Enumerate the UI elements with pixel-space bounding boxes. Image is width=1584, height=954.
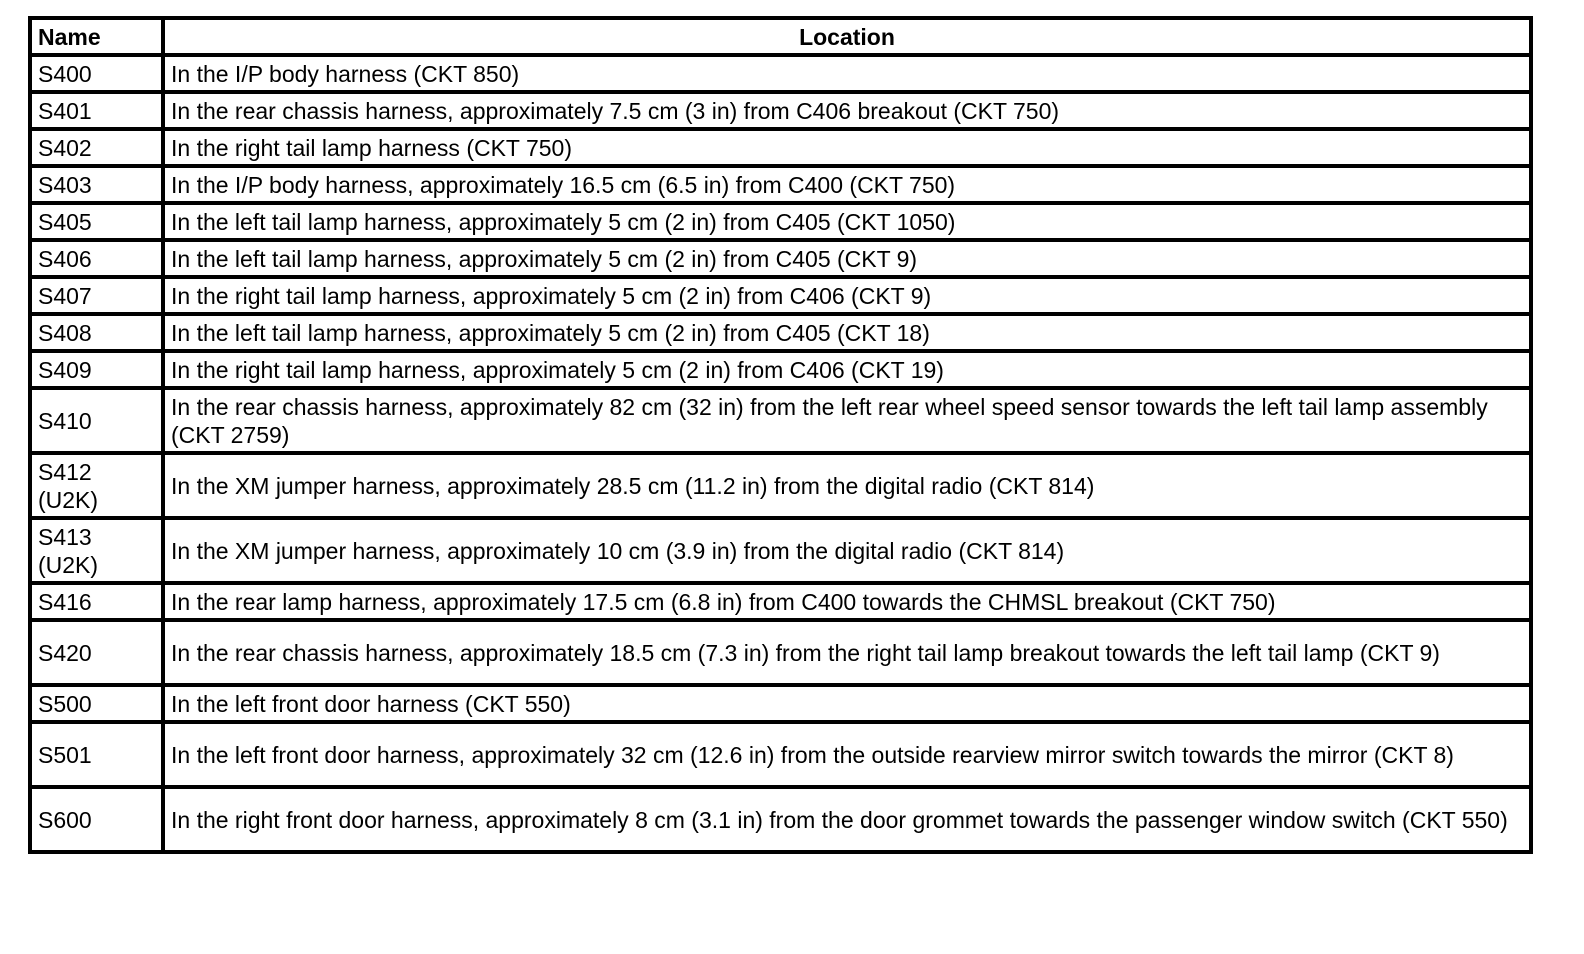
table-row [30,55,1531,92]
header-row [30,18,1531,55]
splice-name-cell: S501 [30,722,163,787]
splice-location-cell: In the XM jumper harness, approximately 28.5 cm (11.2 in) from the digital radio (CKT 814) [163,453,1531,518]
table-row [30,518,1531,583]
splice-location-cell: In the rear lamp harness, approximately 17.5 cm (6.8 in) from C400 towards the CHMSL breakout (CKT 750) [163,583,1531,620]
splice-location-cell: In the right tail lamp harness (CKT 750) [163,129,1531,166]
table-row [30,388,1531,453]
splice-location-cell: In the rear chassis harness, approximately 7.5 cm (3 in) from C406 breakout (CKT 750) [163,92,1531,129]
splice-location-cell: In the right tail lamp harness, approximately 5 cm (2 in) from C406 (CKT 9) [163,277,1531,314]
table-row [30,166,1531,203]
table-row [30,787,1531,852]
table-row [30,92,1531,129]
table-row [30,277,1531,314]
splice-location-cell: In the rear chassis harness, approximately 82 cm (32 in) from the left rear wheel speed sensor towards the left tail lamp assembly (CKT 2759) [163,388,1531,453]
splice-location-table [28,16,1533,854]
splice-name-cell: S402 [30,129,163,166]
table-row [30,722,1531,787]
splice-name-cell: S410 [30,388,163,453]
splice-location-cell: In the left front door harness, approximately 32 cm (12.6 in) from the outside rearview mirror switch towards the mirror (CKT 8) [163,722,1531,787]
splice-location-cell: In the rear chassis harness, approximately 18.5 cm (7.3 in) from the right tail lamp breakout towards the left tail lamp (CKT 9) [163,620,1531,685]
splice-location-cell: In the left tail lamp harness, approximately 5 cm (2 in) from C405 (CKT 1050) [163,203,1531,240]
splice-location-cell: In the right front door harness, approximately 8 cm (3.1 in) from the door grommet towards the passenger window switch (CKT 550) [163,787,1531,852]
splice-location-cell: In the I/P body harness, approximately 16.5 cm (6.5 in) from C400 (CKT 750) [163,166,1531,203]
column-header-name: Name [30,18,163,55]
splice-name-cell: S401 [30,92,163,129]
table-row [30,240,1531,277]
table-row [30,351,1531,388]
splice-location-cell: In the XM jumper harness, approximately 10 cm (3.9 in) from the digital radio (CKT 814) [163,518,1531,583]
table-row [30,453,1531,518]
splice-name-cell: S405 [30,203,163,240]
table-row [30,314,1531,351]
splice-location-cell: In the left front door harness (CKT 550) [163,685,1531,722]
splice-name-cell: S407 [30,277,163,314]
splice-name-cell: S406 [30,240,163,277]
splice-name-cell: S500 [30,685,163,722]
splice-name-cell: S408 [30,314,163,351]
splice-name-cell: S413 (U2K) [30,518,163,583]
splice-name-cell: S403 [30,166,163,203]
splice-location-cell: In the right tail lamp harness, approximately 5 cm (2 in) from C406 (CKT 19) [163,351,1531,388]
table-row [30,129,1531,166]
splice-name-cell: S416 [30,583,163,620]
table-row [30,203,1531,240]
splice-name-cell: S600 [30,787,163,852]
splice-name-cell: S412 (U2K) [30,453,163,518]
splice-location-cell: In the left tail lamp harness, approximately 5 cm (2 in) from C405 (CKT 9) [163,240,1531,277]
table-row [30,685,1531,722]
table-body [30,55,1531,852]
column-header-location: Location [163,18,1531,55]
splice-name-cell: S409 [30,351,163,388]
splice-location-cell: In the left tail lamp harness, approximately 5 cm (2 in) from C405 (CKT 18) [163,314,1531,351]
table-row [30,620,1531,685]
table-row [30,583,1531,620]
splice-location-cell: In the I/P body harness (CKT 850) [163,55,1531,92]
table-header [30,18,1531,55]
splice-name-cell: S400 [30,55,163,92]
splice-name-cell: S420 [30,620,163,685]
